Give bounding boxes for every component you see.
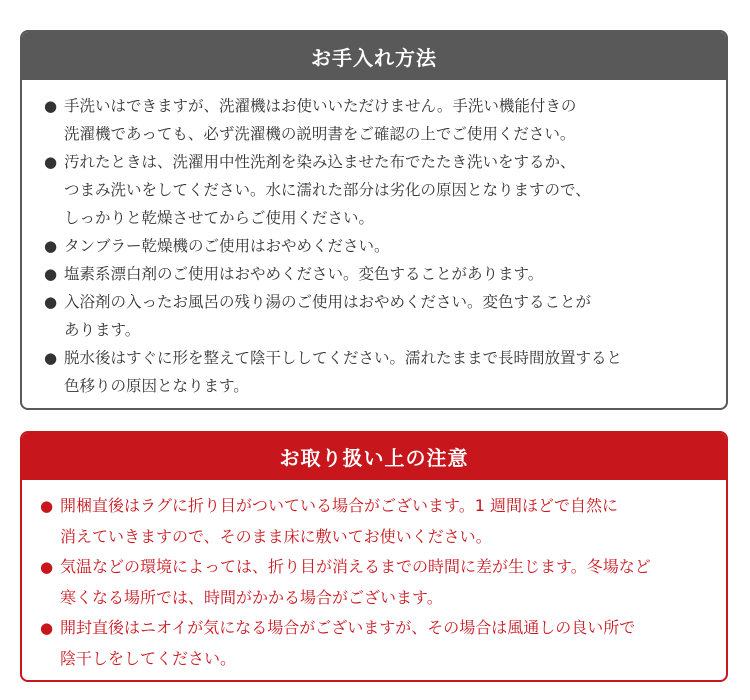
care-instructions-header [22,32,726,80]
care-instructions-title: お手入れ方法 [311,45,437,70]
care-item-1 [44,92,726,148]
bullet-icon: ● [44,349,58,367]
handling-caution-header [22,433,726,480]
caution-item-text: 開梱直後はラグに折り目がついている場合がございます。1 週間ほどで自然に 消えていきますので、そのまま床に敷いてお使いください。 [60,496,618,546]
care-item-5 [44,288,726,344]
bullet-icon: ● [44,293,58,311]
care-item-text: 脱水後はすぐに形を整えて陰干ししてください。濡れたままで長時間放置すると 色移りの原因となります。 [64,349,623,395]
care-item-text: 入浴剤の入ったお風呂の残り湯のご使用はおやめください。変色することが あります。 [64,293,592,339]
caution-item-2 [40,552,726,613]
handling-caution-section [20,431,728,682]
care-item-6 [44,344,726,400]
care-item-text: 手洗いはできますが、洗濯機はお使いいただけません。手洗い機能付きの 洗濯機であっても、必ず洗濯機の説明書をご確認の上でご使用ください。 [64,97,577,143]
caution-item-3 [40,613,726,674]
care-item-4 [44,260,726,288]
bullet-icon: ● [40,558,54,576]
bullet-icon: ● [44,265,58,283]
bullet-icon: ● [40,497,54,515]
caution-item-text: 開封直後はニオイが気になる場合がございますが、その場合は風通しの良い所で 陰干しをしてください。 [60,618,636,668]
bullet-icon: ● [44,237,58,255]
caution-item-1 [40,491,726,552]
handling-caution-list [22,480,726,674]
care-instructions-list [22,80,726,400]
care-item-2 [44,148,726,232]
bullet-icon: ● [44,153,58,171]
care-item-3 [44,232,726,260]
care-instructions-section [20,30,728,410]
care-item-text: 塩素系漂白剤のご使用はおやめください。変色することがあります。 [64,265,544,283]
bullet-icon: ● [44,97,58,115]
caution-item-text: 気温などの環境によっては、折り目が消えるまでの時間に差が生じます。冬場など 寒くなる場所では、時間がかかる場合がございます。 [60,557,651,607]
handling-caution-title: お取り扱い上の注意 [279,446,469,470]
care-item-text: タンブラー乾燥機のご使用はおやめください。 [64,237,390,255]
bullet-icon: ● [40,619,54,637]
care-item-text: 汚れたときは、洗濯用中性洗剤を染み込ませた布でたたき洗いをするか、 つまみ洗いをしてください。水に濡れた部分は劣化の原因となりますので、 しっかりと乾燥させてからご使用ください。 [64,153,591,227]
